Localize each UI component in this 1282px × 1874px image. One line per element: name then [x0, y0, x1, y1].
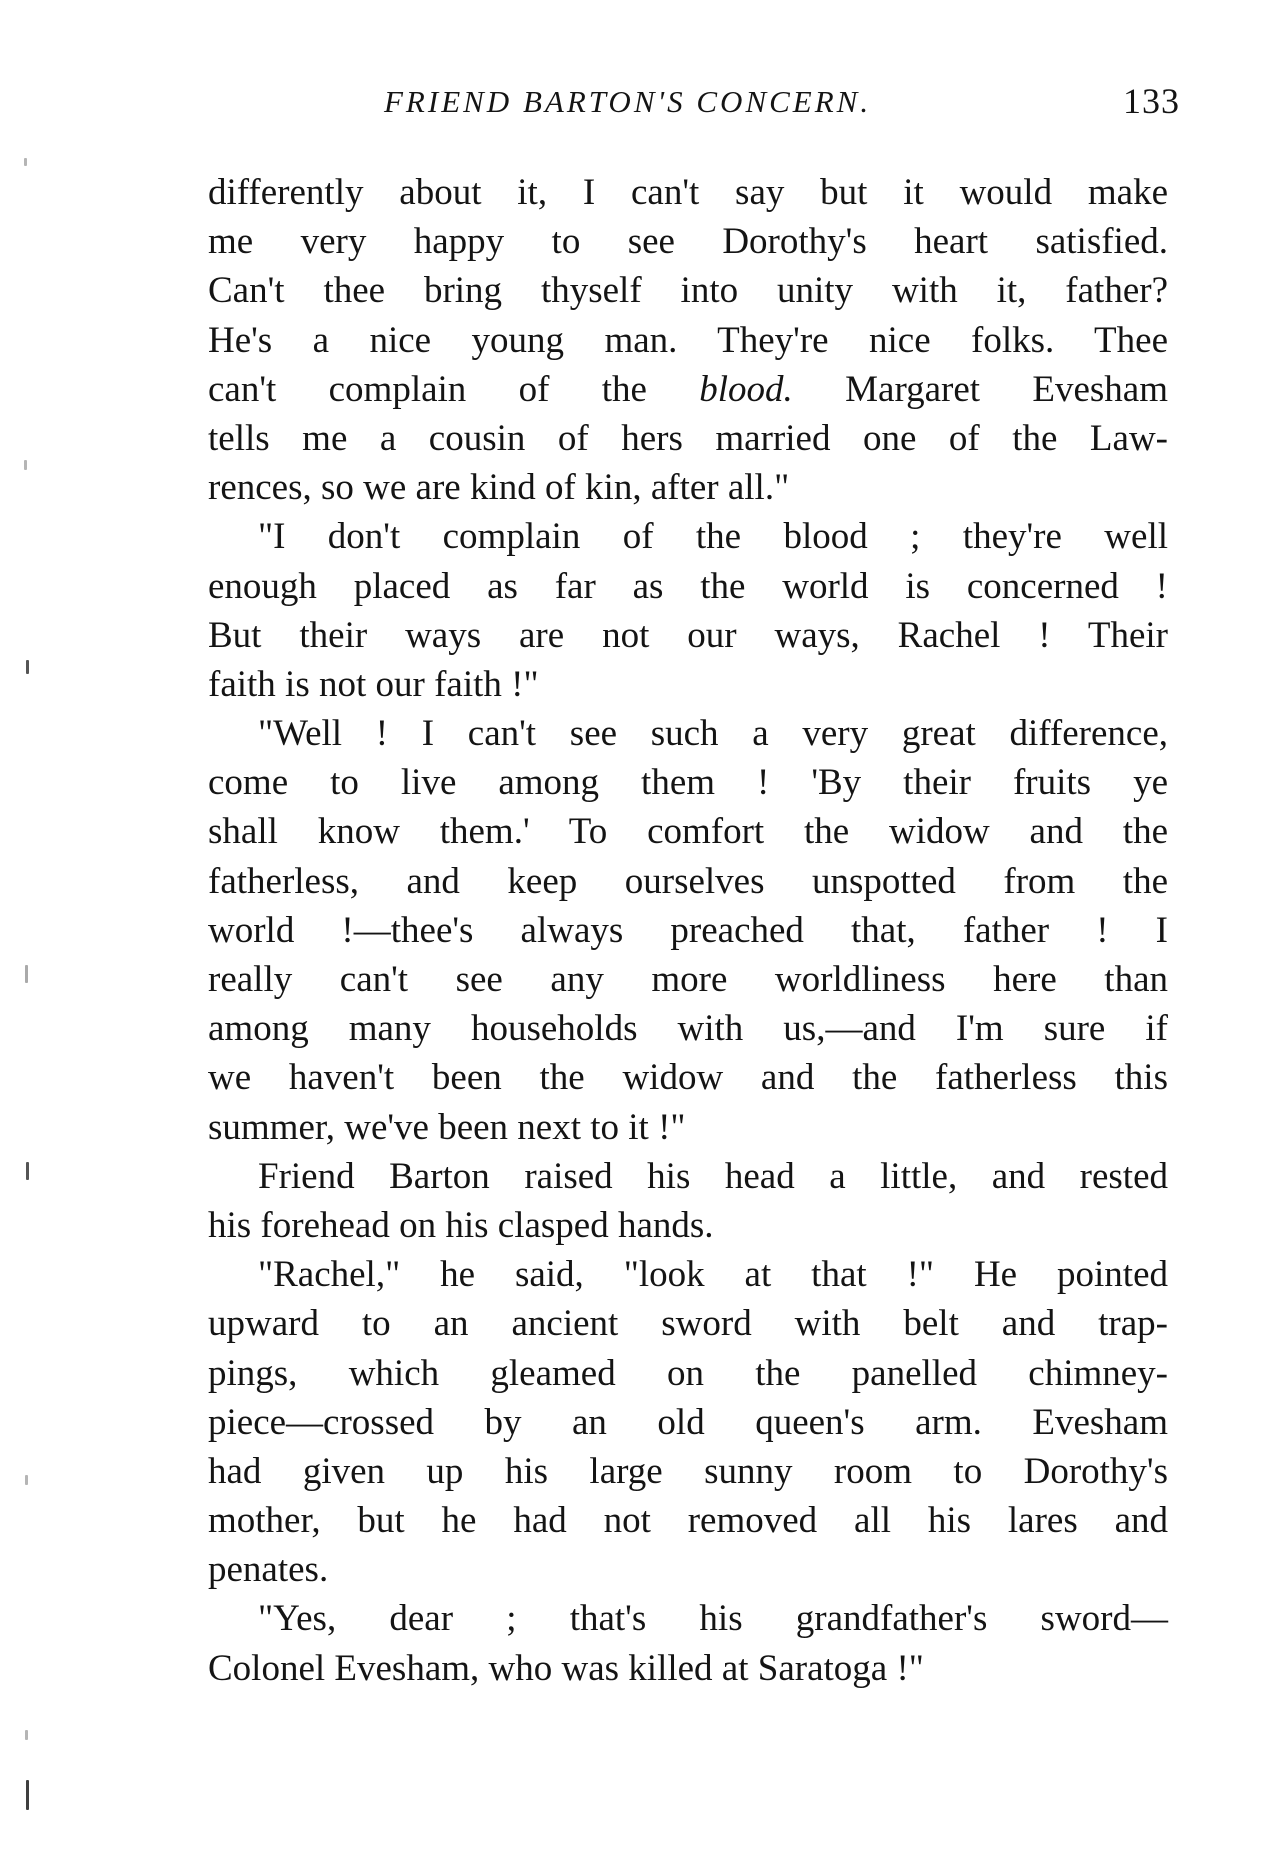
- text-line: But their ways are not our ways, Rachel ! Their: [208, 614, 1168, 656]
- margin-mark: [26, 660, 29, 674]
- margin-mark: [25, 1730, 28, 1740]
- text-line: "I don't complain of the blood ; they're well: [258, 516, 1168, 558]
- margin-mark: [26, 1780, 29, 1810]
- page-number: 133: [1123, 81, 1180, 121]
- body-text: [208, 168, 1168, 1693]
- text-line: Colonel Evesham, who was killed at Saratoga !": [208, 1647, 924, 1689]
- text-line: we haven't been the widow and the fatherless this: [208, 1057, 1168, 1099]
- text-line: tells me a cousin of hers married one of the Law-: [208, 417, 1168, 459]
- text-line: pings, which gleamed on the panelled chimney-: [208, 1352, 1168, 1394]
- text-line: "Yes, dear ; that's his grandfather's sword—: [258, 1598, 1168, 1640]
- text-line: among many households with us,—and I'm sure if: [208, 1008, 1168, 1050]
- text-line: faith is not our faith !": [208, 663, 539, 705]
- text-line: enough placed as far as the world is concerned !: [208, 565, 1168, 607]
- running-head: FRIEND BARTON'S CONCERN.: [384, 84, 872, 119]
- text-line: "Well ! I can't see such a very great difference,: [258, 713, 1168, 755]
- text-line: upward to an ancient sword with belt and trap-: [208, 1303, 1168, 1345]
- text-line: had given up his large sunny room to Dorothy's: [208, 1450, 1168, 1492]
- text-line: He's a nice young man. They're nice folks. Thee: [208, 319, 1168, 361]
- margin-mark: [25, 1475, 28, 1485]
- text-line: Can't thee bring thyself into unity with it, father?: [208, 270, 1168, 312]
- text-line: his forehead on his clasped hands.: [208, 1204, 714, 1246]
- text-line: Friend Barton raised his head a little, and rested: [258, 1155, 1168, 1197]
- text-line: me very happy to see Dorothy's heart satisfied.: [208, 221, 1168, 263]
- text-line: differently about it, I can't say but it would make: [208, 172, 1168, 213]
- margin-mark: [24, 460, 27, 470]
- text-line: come to live among them ! 'By their fruits ye: [208, 762, 1168, 804]
- text-line: penates.: [208, 1549, 329, 1591]
- margin-mark: [25, 965, 28, 983]
- text-line: piece—crossed by an old queen's arm. Evesham: [208, 1401, 1168, 1443]
- text-line: summer, we've been next to it !": [208, 1106, 686, 1148]
- text-line: shall know them.' To comfort the widow and the: [208, 811, 1168, 853]
- margin-mark: [26, 1162, 29, 1180]
- margin-mark: [24, 158, 27, 166]
- text-line: "Rachel," he said, "look at that !" He pointed: [258, 1254, 1168, 1296]
- text-line: mother, but he had not removed all his lares and: [208, 1500, 1168, 1542]
- text-line: rences, so we are kind of kin, after all.": [208, 467, 790, 509]
- text-line: world !—thee's always preached that, father ! I: [208, 909, 1168, 951]
- text-line: really can't see any more worldliness here than: [208, 959, 1168, 1000]
- page-header: [208, 81, 1180, 124]
- text-line: fatherless, and keep ourselves unspotted from the: [208, 860, 1168, 902]
- text-line: can't complain of the blood. Margaret Evesham: [208, 368, 1168, 410]
